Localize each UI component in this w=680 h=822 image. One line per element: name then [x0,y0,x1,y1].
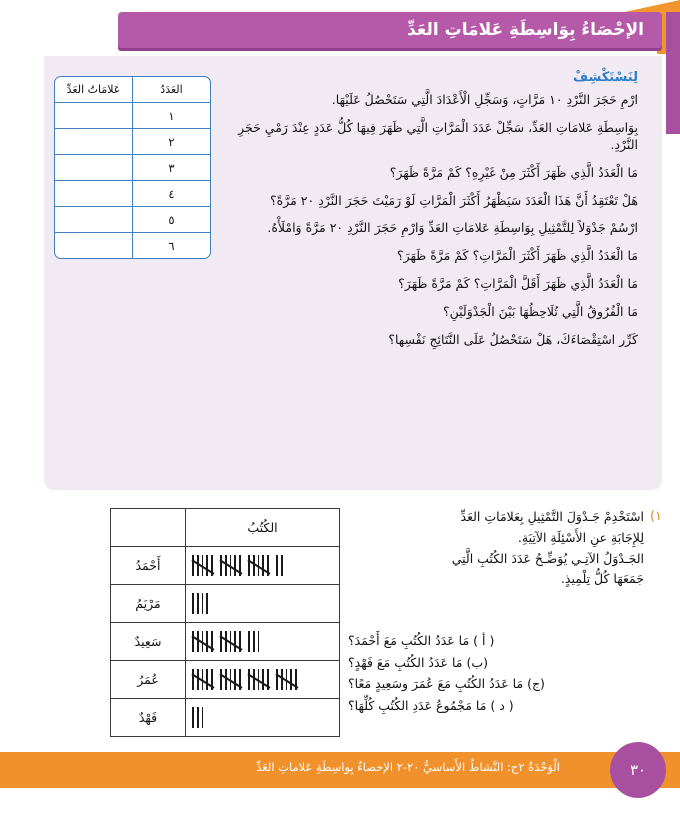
count-table-tally-cell[interactable] [55,155,133,181]
tally-marks [192,669,297,690]
sub-question: (ج) مَا عَدَدُ الكُتُبِ مَعَ عُمَرَ وسَعِيدٍ مَعًا؟ [348,676,545,691]
exercise-intro [350,508,644,591]
right-edge-purple-bar [666,12,680,134]
table-row [111,547,340,585]
tally-marks [192,707,203,728]
books-name-cell: فَهْدٌ [111,699,186,737]
tally-marks [192,555,283,576]
count-table-header-cell: العَدَدُ [133,77,211,103]
explore-line: ارْسُمْ جَدْوَلاً لِلتَّمْثِيلِ بِوَاسِطَةِ عَلامَاتِ العَدِّ وَارْمِ حَجَرَ النَّرْدِ ٢٠ مَرَّةً وَامْلَأْهُ. [267,220,638,236]
table-row [111,585,340,623]
books-name-cell: سَعِيدٌ [111,623,186,661]
count-table-tally-cell[interactable] [55,181,133,207]
tally-marks [192,631,259,652]
sub-question: (ب) مَا عَدَدُ الكُتُبِ مَعَ فَهْدٍ؟ [348,654,488,670]
tally-single-marks-icon [192,707,203,728]
table-row [55,207,210,233]
count-table-number-cell: ١ [133,103,211,129]
tally-marks [192,593,208,614]
table-row [55,103,210,129]
explore-text-block [218,92,638,360]
tally-group-of-five-icon [248,555,269,576]
table-row [111,661,340,699]
page-title-banner [118,12,662,48]
table-row [55,181,210,207]
books-tally-cell [186,661,340,699]
sub-question: ( د ) مَا مَجْمُوعُ عَدَدِ الكُتُبِ كُلِّهَا؟ [348,697,514,713]
tally-group-of-five-icon [276,669,297,690]
page-number: ٣٠ [629,761,647,779]
tally-group-of-five-icon [248,669,269,690]
count-table-tally-cell[interactable] [55,129,133,155]
count-table-tally-cell[interactable] [55,207,133,233]
count-table-tally-cell[interactable] [55,103,133,129]
exercise-intro-line: اسْتَخْدِمْ جَـدْوَلَ التَّمْثِيلِ بِعَلامَاتِ العَدِّ [460,509,644,524]
explore-heading: لِنَسْتَكْشِفْ [573,70,638,85]
count-table-number-cell: ٣ [133,155,211,181]
tally-single-marks-icon [276,555,283,576]
count-table [54,76,211,259]
books-name-cell: مَرْيَمُ [111,585,186,623]
tally-group-of-five-icon [192,669,213,690]
explore-line: مَا الْعَدَدُ الَّذِي ظَهَرَ أَقَلَّ الْمَرَّاتِ؟ كَمْ مَرَّةً ظَهَرَ؟ [398,276,638,292]
explore-line: بِوَاسِطَةِ عَلامَاتِ العَدِّ، سَجِّلْ عَدَدَ الْمَرَّاتِ الَّتِي ظَهَرَ فِيهَا كُلُّ عَدَدٍ عِنْدَ رَمْيِ حَجَرِ النَّرْدِ. [238,119,638,152]
tally-single-marks-icon [248,631,259,652]
tally-group-of-five-icon [220,669,241,690]
books-tally-cell [186,699,340,737]
table-row [55,233,210,259]
exercise-intro-line: الجَـدْوَلُ الآتِـي يُوَضِّـحُ عَدَدَ الكُتُبِ الَّتِي [451,550,644,566]
tally-group-of-five-icon [192,555,213,576]
sub-questions-list [348,630,660,716]
table-row [111,699,340,737]
books-table-header-name [111,509,186,547]
books-table-header-books: الكُتُبُ [186,509,340,547]
count-table-header-cell: عَلامَاتُ العَدِّ [55,77,133,103]
books-name-cell: عُمَرُ [111,661,186,699]
books-name-cell: أَحْمَدُ [111,547,186,585]
footer-text: الْوَحْدَةُ ٢ج: النَّشاطُ الأَساسيُّ ٢٠-٢ الإحصاءُ بِواسِطَةِ عَلاماتِ العَدِّ [256,760,560,774]
explore-line: مَا الْعَدَدُ الَّذِي ظَهَرَ أَكْثَرَ الْمَرَّاتِ؟ كَمْ مَرَّةً ظَهَرَ؟ [397,248,638,264]
tally-single-marks-icon [192,593,208,614]
sub-question: ( أ ) مَا عَدَدُ الكُتُبِ مَعَ أَحْمَدَ؟ [348,633,495,648]
exercise-intro-line: لِلإِجَابَةِ عنِ الأَسْئِلَةِ الآتِيَةِ. [517,529,644,545]
books-table-header-row [111,509,340,547]
books-tally-cell [186,585,340,623]
explore-line: كَرِّر اسْتِقْصَاءَكَ، هَلْ سَتَحْصُلُ عَلَى النَّتَائِجِ نَفْسِها؟ [388,331,638,347]
books-tally-cell [186,547,340,585]
count-table-header-row [55,77,210,103]
count-table-tally-cell[interactable] [55,233,133,259]
count-table-number-cell: ٢ [133,129,211,155]
books-tally-table [110,508,340,737]
count-table-number-cell: ٦ [133,233,211,259]
tally-group-of-five-icon [220,555,241,576]
explore-line: مَا الْعَدَدُ الَّذِي ظَهَرَ أَكْثَرَ مِنْ غَيْرِهِ؟ كَمْ مَرَّةً ظَهَرَ؟ [389,164,638,180]
table-row [55,155,210,181]
count-table-number-cell: ٥ [133,207,211,233]
exercise-marker: ١) [649,509,662,524]
page-title: الإحْصَاءُ بِوَاسِطَةِ عَلامَاتِ العَدِّ [407,19,644,40]
tally-group-of-five-icon [192,631,213,652]
books-tally-cell [186,623,340,661]
explore-line: هَلْ تَعْتَقِدُ أَنَّ هَذَا الْعَدَدَ سَيَظْهَرُ أَكْثَرَ الْمَرَّاتِ لَوْ رَمَيْتَ حَجَرَ النَّرْدِ ٢٠ مَرَّةً؟ [270,192,638,208]
explore-line: مَا الْفُرُوقُ الَّتِي تُلَاحِظُهَا بَيْنَ الْجَدْوَلَيْنِ؟ [442,304,638,319]
table-row [111,623,340,661]
exercise-intro-line: جَمَعَهَا كُلُّ تِلْمِيذٍ. [560,571,644,587]
count-table-number-cell: ٤ [133,181,211,207]
explore-line: ارْمِ حَجَرَ النَّرْدِ ١٠ مَرَّاتٍ، وَسَجِّلِ الْأَعْدَادَ الَّتِي سَتَحْصُلُ عَلَيْهَا. [331,92,638,107]
tally-group-of-five-icon [220,631,241,652]
table-row [55,129,210,155]
page-number-badge [610,742,666,798]
